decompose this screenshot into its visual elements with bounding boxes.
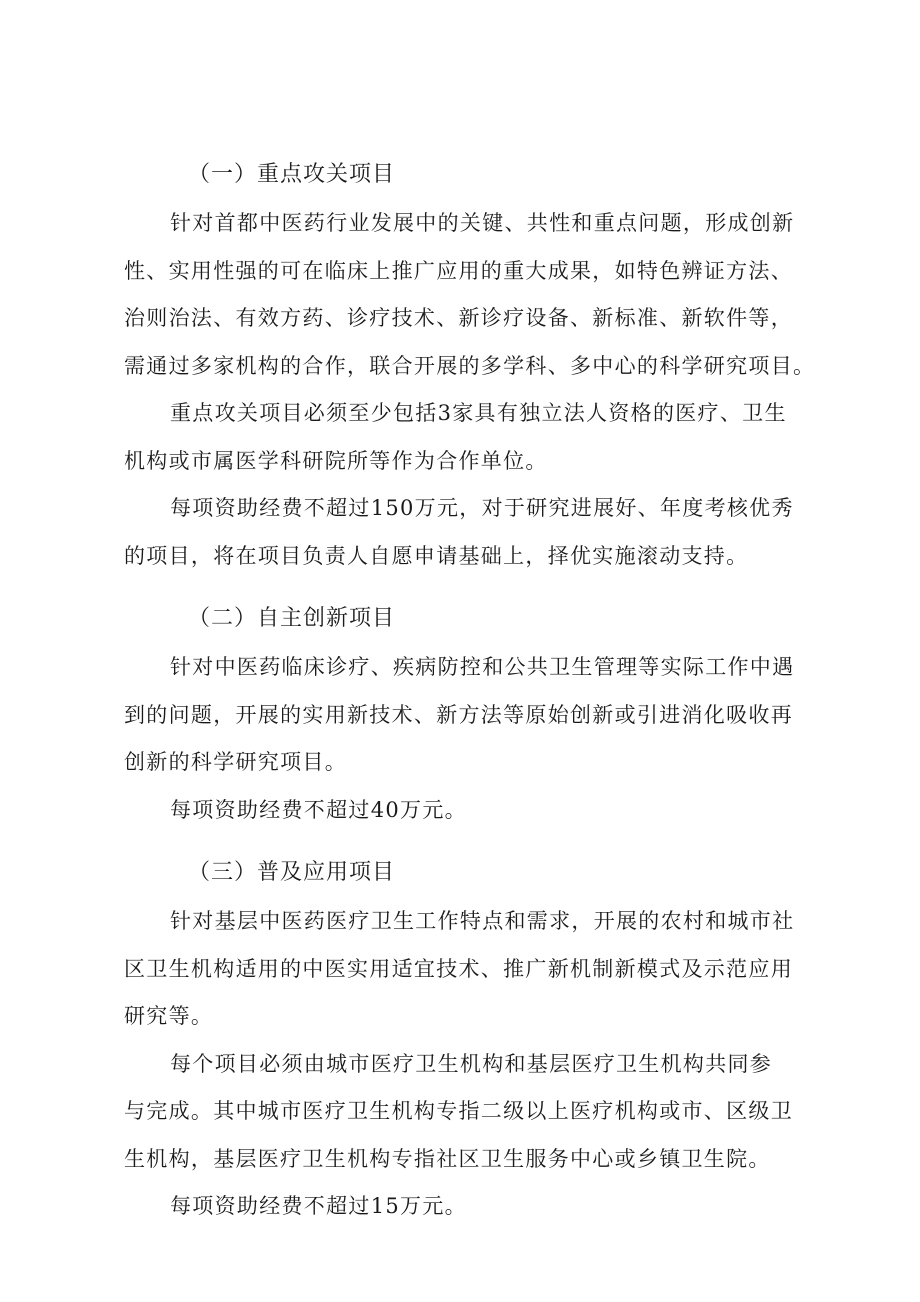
paragraph-line: 研究等。 xyxy=(124,1004,214,1028)
paragraph-line: 针对中医药临床诊疗、疾病防控和公共卫生管理等实际工作中遇 xyxy=(170,655,795,679)
paragraph-line: 的项目，将在项目负责人自愿申请基础上，择优实施滚动支持。 xyxy=(124,543,749,568)
section-heading: （一）重点攻关项目 xyxy=(188,162,396,187)
paragraph xyxy=(124,485,820,580)
paragraph xyxy=(124,1183,820,1231)
section-heading: （二）自主创新项目 xyxy=(188,606,396,631)
paragraph-line: 生机构，基层医疗卫生机构专指社区卫生服务中心或乡镇卫生院。 xyxy=(124,1146,771,1171)
paragraph-line: 到的问题，开展的实用新技术、新方法等原始创新或引进消化吸收再 xyxy=(124,702,793,727)
paragraph-line: 每项资助经费不超过15万元。 xyxy=(170,1194,467,1218)
section-key-research xyxy=(124,160,820,580)
paragraph xyxy=(124,390,820,485)
paragraph-line: 与完成。其中城市医疗卫生机构专指二级以上医疗机构或市、区级卫 xyxy=(124,1099,793,1123)
paragraph xyxy=(124,644,820,787)
paragraph-line: 性、实用性强的可在临床上推广应用的重大成果，如特色辨证方法、 xyxy=(124,258,793,283)
paragraph-line: 创新的科学研究项目。 xyxy=(124,750,347,774)
paragraph xyxy=(124,1041,820,1184)
paragraph-line: 重点攻关项目必须至少包括3家具有独立法人资格的医疗、卫生 xyxy=(170,401,787,425)
paragraph xyxy=(124,200,820,390)
paragraph-line: 针对首都中医药行业发展中的关键、共性和重点问题，形成创新 xyxy=(170,211,795,235)
paragraph-line: 区卫生机构适用的中医实用适宜技术、推广新机制新模式及示范应用 xyxy=(124,956,793,981)
paragraph xyxy=(124,787,820,835)
paragraph-line: 每项资助经费不超过40万元。 xyxy=(170,797,467,822)
paragraph-line: 治则治法、有效方药、诊疗技术、新诊疗设备、新标准、新软件等， xyxy=(124,306,793,330)
paragraph-line: 机构或市属医学科研院所等作为合作单位。 xyxy=(124,448,548,473)
paragraph-line: 每项资助经费不超过150万元，对于研究进展好、年度考核优秀 xyxy=(170,496,794,520)
section-heading: （三）普及应用项目 xyxy=(188,860,396,885)
paragraph-line: 需通过多家机构的合作，联合开展的多学科、多中心的科学研究项目。 xyxy=(124,353,816,378)
paragraph-line: 每个项目必须由城市医疗卫生机构和基层医疗卫生机构共同参 xyxy=(170,1051,773,1076)
section-popularization xyxy=(124,858,820,1231)
paragraph-line: 针对基层中医药医疗卫生工作特点和需求，开展的农村和城市社 xyxy=(170,909,795,933)
section-independent-innovation xyxy=(124,604,820,834)
paragraph xyxy=(124,898,820,1041)
